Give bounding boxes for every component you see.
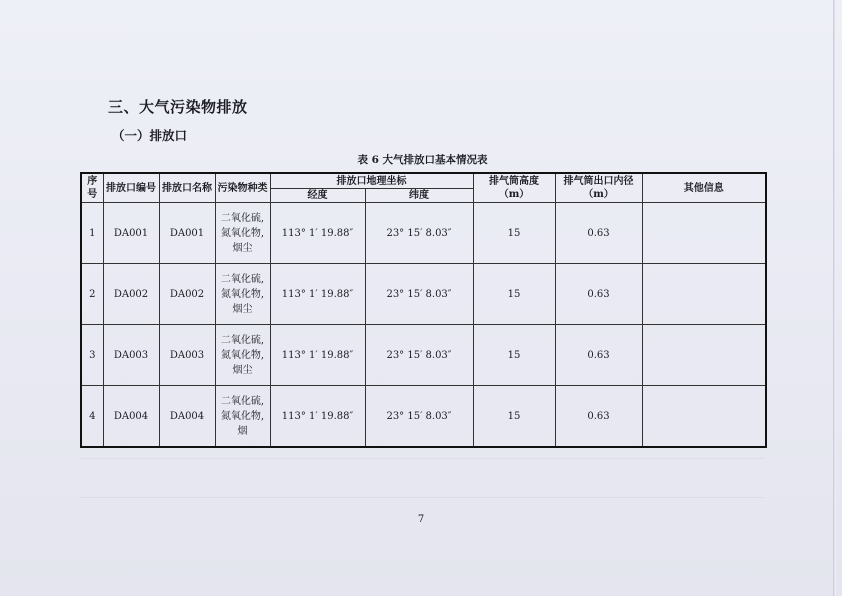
header-geo-coordinates: 排放口地理坐标 (270, 173, 473, 189)
header-outlet-name: 排放口名称 (159, 173, 215, 203)
cell-seq: 3 (81, 325, 103, 386)
cell-longitude: 113° 1′ 19.88″ (270, 203, 365, 264)
cell-other (642, 203, 766, 264)
cell-height: 15 (473, 203, 555, 264)
emission-outlet-table (80, 172, 767, 448)
cell-pollutant: 二氧化硫,氮氧化物,烟尘 (215, 203, 270, 264)
header-pollutant-type: 污染物种类 (215, 173, 270, 203)
cell-latitude: 23° 15′ 8.03″ (365, 386, 473, 448)
cell-longitude: 113° 1′ 19.88″ (270, 264, 365, 325)
cell-outlet-code: DA001 (103, 203, 159, 264)
cell-height: 15 (473, 386, 555, 448)
page-fold-shadow (833, 0, 836, 596)
cell-pollutant: 二氧化硫,氮氧化物,烟尘 (215, 264, 270, 325)
cell-outlet-name: DA001 (159, 203, 215, 264)
cell-height: 15 (473, 264, 555, 325)
cell-diameter: 0.63 (555, 203, 642, 264)
cell-latitude: 23° 15′ 8.03″ (365, 325, 473, 386)
cell-diameter: 0.63 (555, 386, 642, 448)
header-stack-height: 排气筒高度 （m） (473, 173, 555, 203)
page-number: 7 (417, 514, 425, 525)
table-row (81, 264, 766, 325)
cell-diameter: 0.63 (555, 264, 642, 325)
header-seq: 序号 (81, 173, 103, 203)
cell-seq: 2 (81, 264, 103, 325)
cell-seq: 1 (81, 203, 103, 264)
header-outlet-code: 排放口编号 (103, 173, 159, 203)
cell-pollutant: 二氧化硫,氮氧化物,烟尘 (215, 325, 270, 386)
bleed-through-shadow (80, 458, 765, 498)
cell-longitude: 113° 1′ 19.88″ (270, 325, 365, 386)
cell-latitude: 23° 15′ 8.03″ (365, 203, 473, 264)
cell-pollutant: 二氧化硫,氮氧化物,烟 (215, 386, 270, 448)
cell-outlet-code: DA002 (103, 264, 159, 325)
table-row (81, 203, 766, 264)
cell-outlet-name: DA003 (159, 325, 215, 386)
cell-outlet-code: DA003 (103, 325, 159, 386)
cell-outlet-name: DA002 (159, 264, 215, 325)
section-title: 三、大气污染物排放 (108, 98, 248, 116)
table-header-row (81, 173, 766, 189)
table-caption: 表 6 大气排放口基本情况表 (357, 154, 488, 166)
cell-height: 15 (473, 325, 555, 386)
header-other-info: 其他信息 (642, 173, 766, 203)
cell-other (642, 264, 766, 325)
cell-longitude: 113° 1′ 19.88″ (270, 386, 365, 448)
header-stack-diameter: 排气筒出口内径 （m） (555, 173, 642, 203)
cell-other (642, 386, 766, 448)
cell-diameter: 0.63 (555, 325, 642, 386)
subsection-title: （一）排放口 (112, 128, 188, 143)
cell-latitude: 23° 15′ 8.03″ (365, 264, 473, 325)
cell-other (642, 325, 766, 386)
cell-outlet-name: DA004 (159, 386, 215, 448)
header-longitude: 经度 (270, 189, 365, 203)
cell-seq: 4 (81, 386, 103, 448)
header-latitude: 纬度 (365, 189, 473, 203)
table-row (81, 325, 766, 386)
table-row (81, 386, 766, 448)
cell-outlet-code: DA004 (103, 386, 159, 448)
